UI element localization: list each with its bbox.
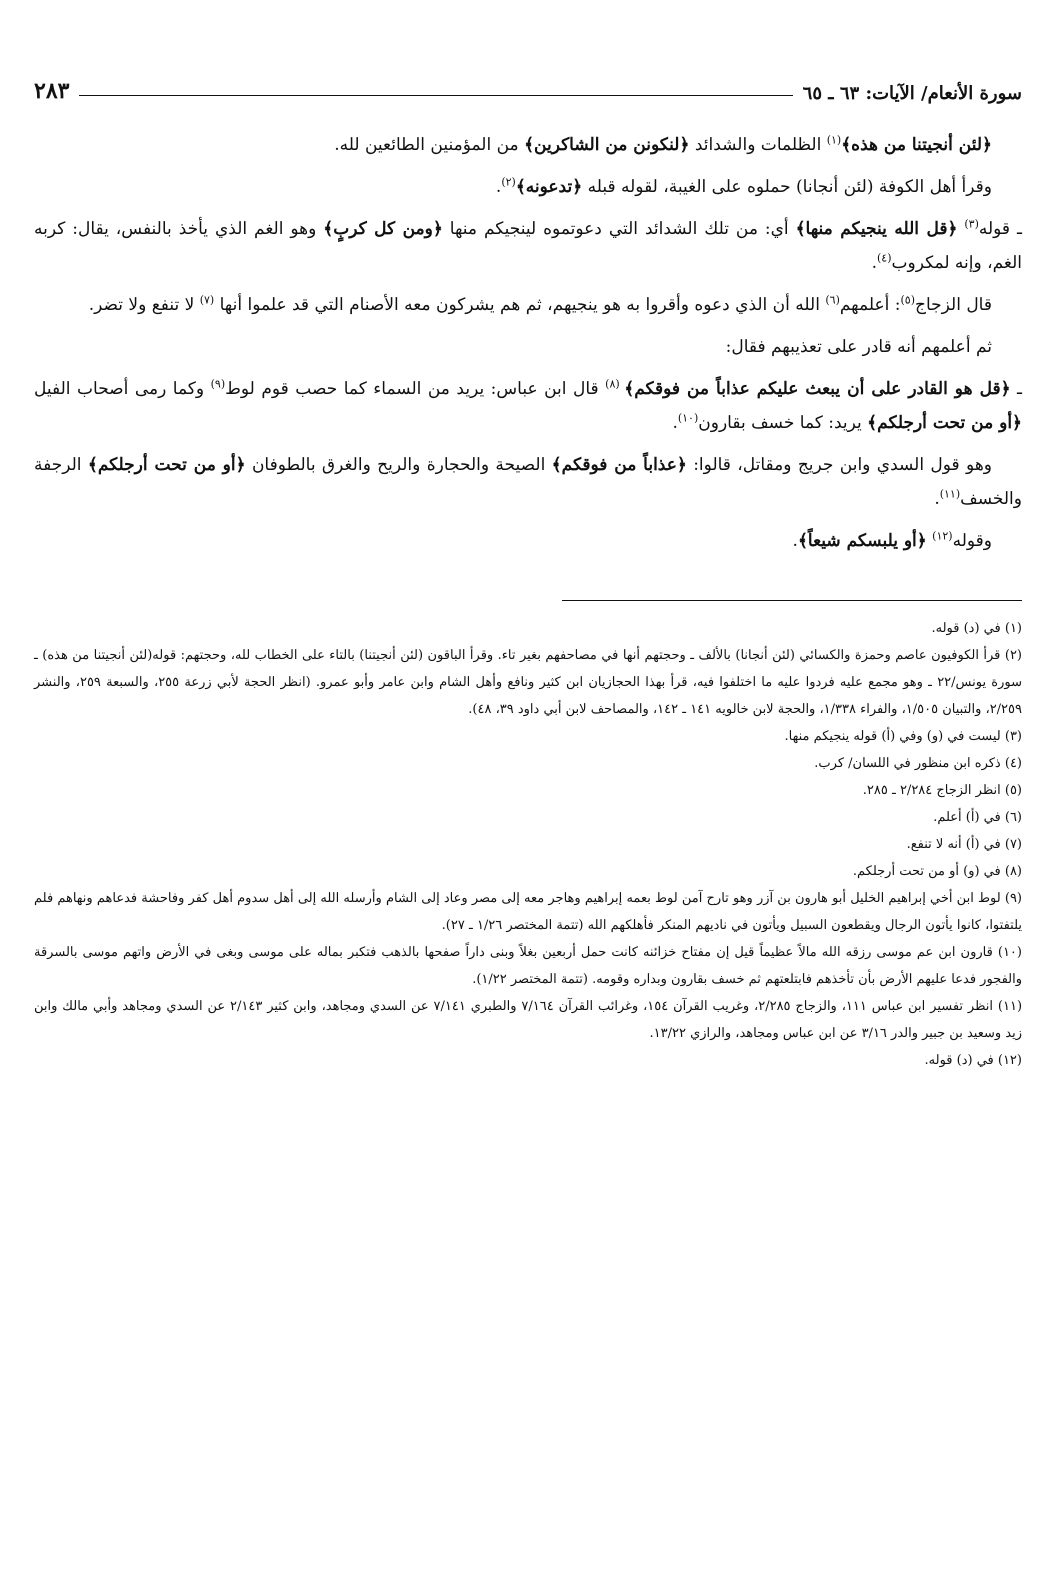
footnote-4: (٤) ذكره ابن منظور في اللسان/ كرب. [814,756,1022,771]
text-span: الله أن الذي دعوه وأقروا به هو ينجيهم، ثم هم يشركون معه الأصنام التي قد علموا أنها [214,295,826,315]
footnote-7: (٧) في (أ) أنه لا تنفع. [906,837,1022,852]
quran-quote: ﴿أو يلبسكم شيعاً﴾ [797,531,927,551]
footnote-marker: (٥) [900,293,915,307]
footnote-marker: (٤) [877,251,892,265]
text-span: . [495,177,502,197]
quran-quote: ﴿قل الله ينجيكم منها﴾ [795,219,958,239]
paragraph-3 [34,212,1022,280]
text-span: قال الزجاج [914,295,992,315]
footnote-1: (١) في (د) قوله. [931,621,1022,636]
quran-quote: ﴿أو من تحت أرجلكم﴾ [867,413,1022,433]
paragraph-6 [34,372,1022,440]
text-span: الظلمات والشدائد [689,135,827,155]
text-span: قال ابن عباس: يريد من السماء كما حصب قوم لوط [225,379,606,399]
paragraph-5 [34,330,1022,364]
text-span: . [792,531,798,551]
main-text [34,128,1022,558]
text-span: ـ [1010,379,1023,399]
quran-quote: ﴿ومن كل كربٍ﴾ [323,219,443,239]
footnote-marker: (٢) [501,175,516,189]
header-rule [79,95,792,96]
paragraph-7 [34,448,1022,516]
text-span: أي: من تلك الشدائد التي دعوتموه لينجيكم منها [442,219,796,239]
quran-quote: ﴿قل هو القادر على أن يبعث عليكم عذاباً من فوقكم﴾ [624,379,1011,399]
paragraph-1 [34,128,1022,162]
footnotes [34,615,1022,1074]
footnote-marker: (٩) [210,377,226,391]
text-span: وقرأ أهل الكوفة (لئن أنجانا) حملوه على الغيبة، لقوله قبله [582,177,992,197]
footnote-marker: (٦) [825,293,840,307]
footnote-3: (٣) ليست في (و) وفي (أ) قوله ينجيكم منها. [784,729,1022,744]
footnote-11: (١١) انظر تفسير ابن عباس ١١١، والزجاج ٢/٢٨٥، وغريب القرآن ١٥٤، وغرائب القرآن ٧/١٦٤ والطبري ٧/١٤١ عن السدي ومجاهد، وابن كثير ٢/١٤٣ عن السدي ومجاهد وأبي مالك وابن زيد وسعيد بن جبير والدر ٣/١٦ عن ابن عباس ومجاهد، والرازي ١٣/٢٢. [34,999,1023,1041]
text-span: الصيحة والحجارة والريح والغرق بالطوفان [245,455,552,475]
footnote-6: (٦) في (أ) أعلم. [933,810,1022,825]
footnote-2: (٢) قرأ الكوفيون عاصم وحمزة والكسائي (لئن أنجانا) بالألف ـ وحجتهم أنها في مصاحفهم بغير تاء. وقرأ الباقون (لئن أنجيتنا) بالتاء على الخطاب لله، وحجتهم: قوله(لئن أنجيتنا من هذه) ـ سورة يونس/٢٢ ـ وهو مجمع عليه فردوا عليه ما اختلفوا فيه، قرأ بهذا الحجازيان ابن كثير ونافع وأهل الشام وابن عامر وأبو عمرو. (انظر الحجة لأبي زرعة ٢٥٥، والسبعة ٢٥٩، والنشر ٢/٢٥٩، والتبيان ١/٥٠٥، والفراء ١/٣٣٨، والحجة لابن خالويه ١٤١ ـ ١٤٢، والمصاحف لابن أبي داود ٣٩، ٤٨). [34,648,1022,717]
text-span: ـ قوله [978,219,1022,239]
footnote-8: (٨) في (و) أو من تحت أرجلكم. [852,864,1022,879]
paragraph-4 [34,288,1022,322]
footnote-10: (١٠) قارون ابن عم موسى رزقه الله مالاً عظيماً قيل إن مفتاح خزائنه كانت حمل أربعين بغلاً وبنى داراً صفحها بالذهب فتكبر بماله على موسى وبغى في الأرض واتهم موسى بالسرقة والفجور فدعا عليهم الأرض بأن تأخذهم فابتلعتهم ثم خسف بقارون وبداره وقومه. (تتمة المختصر ١/٢٢). [34,945,1022,987]
footnote-marker: (١٢) [932,529,953,543]
paragraph-2 [34,170,1022,204]
footnote-marker: (١١) [939,487,961,501]
footnote-9: (٩) لوط ابن أخي إبراهيم الخليل أبو هارون بن آزر وهو تارح آمن لوط بعمه إبراهيم وهاجر معه إلى مصر وعاد إلى الشام وأرسله الله إلى أهل سدوم أهل كفر وفاحشة فدعاهم ونهاهم فلم يلتفتوا، كانوا يأتون الرجال ويقطعون السبيل ويأتون في ناديهم المنكر فأهلكهم الله (تتمة المختصر ١/٢٦ ـ ٢٧). [34,891,1022,933]
text-span: وهو الغم الذي يأخذ بالنفس، يقال: كربه الغم، وإنه لمكروب [34,219,1022,273]
footnote-5: (٥) انظر الزجاج ٢/٢٨٤ ـ ٢٨٥. [862,783,1022,798]
paragraph-8 [34,524,1022,558]
text-span: وقوله [952,531,992,551]
text-span: من المؤمنين الطائعين لله. [334,135,525,155]
footnote-marker: (٧) [199,293,215,307]
quran-quote: ﴿لنكونن من الشاكرين﴾ [524,135,690,155]
text-span: ثم أعلمهم أنه قادر على تعذيبهم فقال: [725,337,992,357]
text-span: الرجفة والخسف [34,455,1022,509]
quran-quote: ﴿أو من تحت أرجلكم﴾ [87,455,246,475]
surah-verse-title: سورة الأنعام/ الآيات: ٦٣ ـ ٦٥ [802,83,1022,104]
footnote-separator [562,600,1022,601]
text-span: وهو قول السدي وابن جريج ومقاتل، قالوا: [686,455,992,475]
footnote-marker: (١٠) [677,411,699,425]
text-span: . [871,253,877,273]
page-number: ٢٨٣ [34,78,70,104]
quran-quote: ﴿عذاباً من فوقكم﴾ [551,455,687,475]
text-span: لا تنفع ولا تضر. [88,295,200,315]
text-span: : أعلمهم [839,295,901,315]
footnote-12: (١٢) في (د) قوله. [924,1053,1022,1068]
text-span: وكما رمى أصحاب الفيل [34,379,211,399]
text-span: . [672,413,678,433]
quran-quote: ﴿لئن أنجيتنا من هذه﴾ [841,135,992,155]
text-span: يريد: كما خسف بقارون [698,413,868,433]
footnote-marker: (٨) [605,377,625,391]
footnote-marker: (٣) [964,217,979,231]
text-span: . [934,489,940,509]
running-header [34,64,1022,104]
book-page [34,64,1022,1569]
footnote-marker: (١) [826,133,842,147]
quran-quote: ﴿تدعونه﴾ [515,177,583,197]
